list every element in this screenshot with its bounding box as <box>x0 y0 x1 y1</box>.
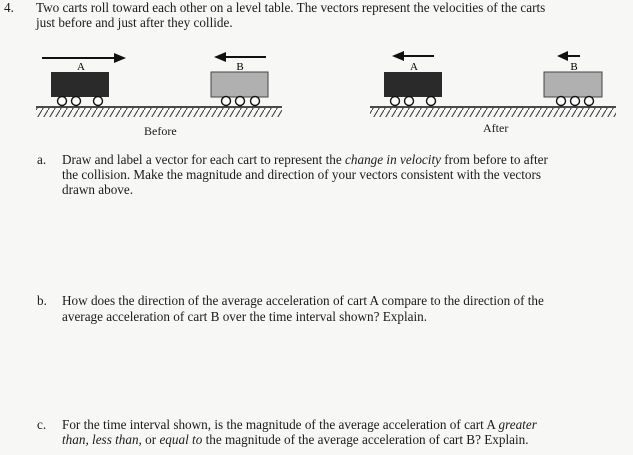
after-velocity-arrow-b <box>557 51 580 61</box>
before-cart-a-label: A <box>77 61 85 73</box>
after-velocity-arrow-a <box>392 51 434 61</box>
collision-figure <box>0 0 633 150</box>
part-c-emphasis-equal: equal to <box>159 432 203 447</box>
before-cart-b-label: B <box>236 61 244 73</box>
part-a-marker: a. <box>37 152 47 167</box>
part-a-line-2: the collision. Make the magnitude and direction of your vectors consistent with the vectors <box>62 167 542 182</box>
after-panel <box>370 51 616 117</box>
part-b-line-1: How does the direction of the average acceleration of cart A compare to the direction of the <box>62 293 544 308</box>
part-a-text: Draw and label a vector for each cart to represent the <box>62 152 346 167</box>
before-table <box>36 107 282 117</box>
after-table <box>370 107 616 117</box>
after-cart-b-label: B <box>570 61 578 73</box>
part-a-text-post: from before to after <box>440 152 548 167</box>
part-c-text-post: the magnitude of the average acceleration of cart B? Explain. <box>202 432 529 447</box>
after-cart-b <box>544 72 602 106</box>
part-c-emphasis-greater: greater <box>498 417 537 432</box>
part-c-text-mid: or <box>141 432 160 447</box>
part-a-line-3: drawn above. <box>62 182 134 197</box>
after-cart-a-label: A <box>410 61 418 73</box>
part-c-marker: c. <box>37 417 47 432</box>
part-a-emphasis: change in velocity <box>345 152 441 167</box>
after-cart-a <box>384 72 442 106</box>
problem-number: 4. <box>4 0 14 15</box>
after-caption: After <box>483 121 509 135</box>
part-b-marker: b. <box>37 293 47 308</box>
problem-intro-line-2: just before and just after they collide. <box>36 15 233 30</box>
problem-intro-line-1: Two carts roll toward each other on a level table. The vectors represent the velocities of the carts <box>36 0 546 15</box>
before-panel <box>36 52 282 117</box>
part-c-emphasis-less: than, less than, <box>62 432 142 447</box>
part-c-text: For the time interval shown, is the magnitude of the average acceleration of cart A <box>62 417 499 432</box>
part-c-line-2 <box>62 432 529 447</box>
part-a-line-1 <box>62 152 548 167</box>
part-b-line-2: average acceleration of cart B over the time interval shown? Explain. <box>62 309 428 324</box>
before-cart-a <box>51 72 109 106</box>
before-cart-b <box>211 72 268 106</box>
part-c-line-1 <box>62 417 537 432</box>
before-caption: Before <box>144 124 177 138</box>
